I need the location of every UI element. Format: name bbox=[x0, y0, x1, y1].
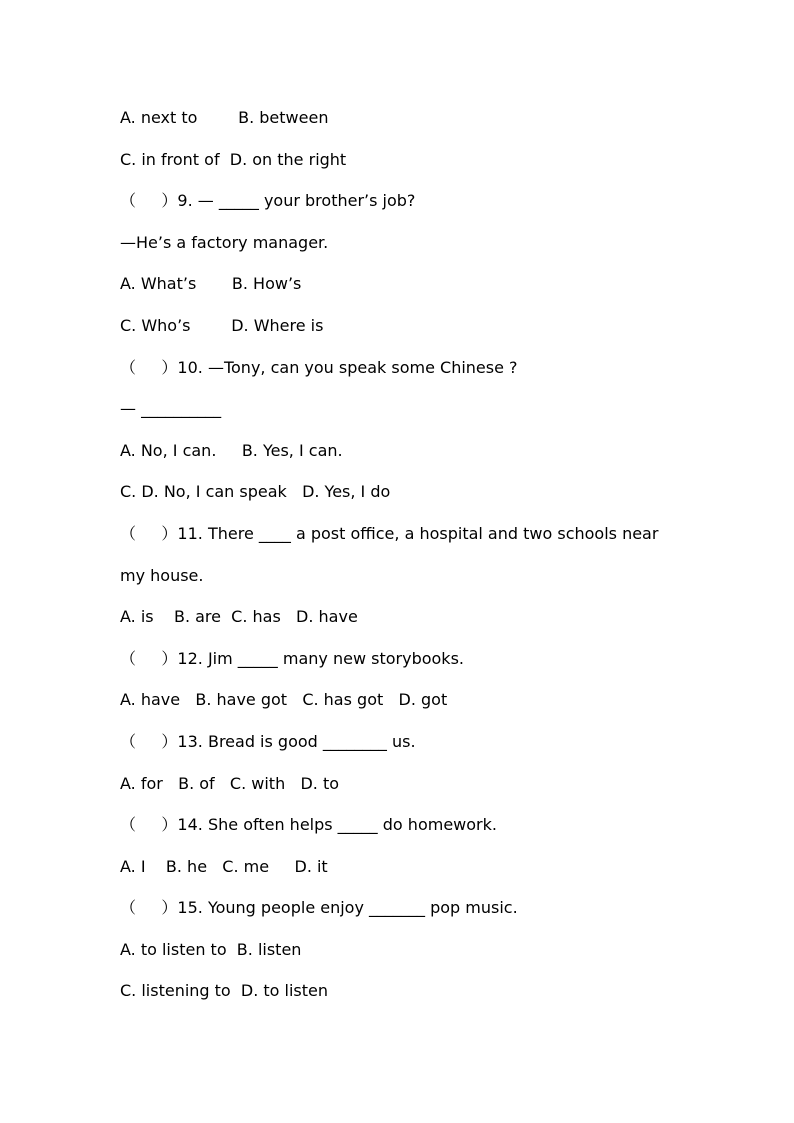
question-9: （ ）9. — _____ your brother’s job? bbox=[120, 191, 416, 211]
question-11: （ ）11. There ____ a post office, a hospital and two schools near bbox=[120, 523, 659, 543]
question-13: （ ）13. Bread is good ________ us. bbox=[120, 731, 416, 751]
question-10: （ ）10. —Tony, can you speak some Chinese ? bbox=[120, 357, 518, 377]
question-text-block bbox=[120, 104, 720, 1019]
question-14: （ ）14. She often helps _____ do homework. bbox=[120, 815, 497, 835]
option-line: C. in front of D. on the right bbox=[120, 149, 347, 169]
option-line: C. D. No, I can speak D. Yes, I do bbox=[120, 482, 391, 502]
answer-blank-line: — __________ bbox=[120, 399, 222, 419]
answer-line: —He’s a factory manager. bbox=[120, 232, 329, 252]
option-line: A. What’s B. How’s bbox=[120, 274, 302, 294]
option-line: A. is B. are C. has D. have bbox=[120, 607, 358, 627]
option-line: A. next to B. between bbox=[120, 108, 329, 127]
option-line: A. have B. have got C. has got D. got bbox=[120, 690, 448, 710]
question-15: （ ）15. Young people enjoy _______ pop music. bbox=[120, 898, 518, 918]
option-line: C. Who’s D. Where is bbox=[120, 315, 324, 335]
question-12: （ ）12. Jim _____ many new storybooks. bbox=[120, 648, 464, 668]
option-line: A. No, I can. B. Yes, I can. bbox=[120, 440, 343, 460]
option-line: A. for B. of C. with D. to bbox=[120, 773, 340, 793]
option-line: A. I B. he C. me D. it bbox=[120, 856, 328, 876]
option-line: A. to listen to B. listen bbox=[120, 939, 302, 959]
question-11-continuation: my house. bbox=[120, 565, 204, 585]
option-line: C. listening to D. to listen bbox=[120, 981, 329, 1001]
